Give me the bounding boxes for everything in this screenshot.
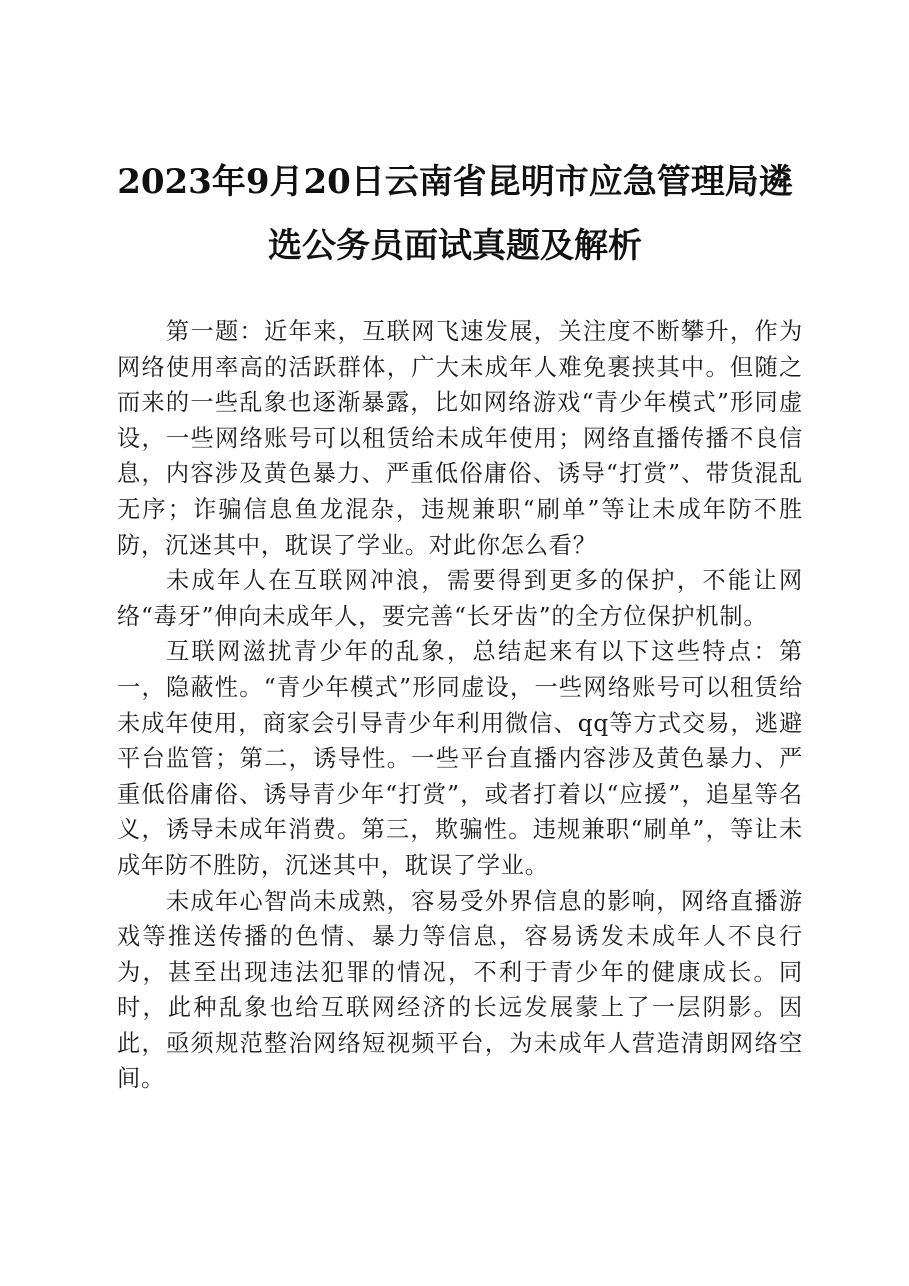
paragraph-answer-intro: 未成年人在互联网冲浪，需要得到更多的保护，不能让网络“毒牙”伸向未成年人，要完善“长牙齿”的全方位保护机制。 [117, 567, 803, 630]
paragraph-characteristics: 互联网滋扰青少年的乱象，总结起来有以下这些特点：第一，隐蔽性。“青少年模式”形同虚设，一些网络账号可以租赁给未成年使用，商家会引导青少年利用微信、qq等方式交易，逃避平台监管；第二，诱导性。一些平台直播内容涉及黄色暴力、严重低俗庸俗、诱导青少年“打赏”，或者打着以“应援”，追星等名义，诱导未成年消费。第三，欺骗性。违规兼职“刷单”，等让未成年防不胜防，沉迷其中，耽误了学业。 [117, 638, 803, 879]
document-body [117, 314, 803, 1097]
document-title-line-1: 2023年9月20日云南省昆明市应急管理局遴 [117, 162, 793, 202]
paragraph-harm: 未成年心智尚未成熟，容易受外界信息的影响，网络直播游戏等推送传播的色情、暴力等信息，容易诱发未成年人不良行为，甚至出现违法犯罪的情况，不利于青少年的健康成长。同时，此种乱象也给互联网经济的长远发展蒙上了一层阴影。因此，亟须规范整治网络短视频平台，为未成年人营造清朗网络空间。 [117, 887, 803, 1093]
document-title-line-2: 选公务员面试真题及解析 [268, 226, 642, 266]
paragraph-question: 第一题：近年来，互联网飞速发展，关注度不断攀升，作为网络使用率高的活跃群体，广大未成年人难免裹挟其中。但随之而来的一些乱象也逐渐暴露，比如网络游戏“青少年模式”形同虚设，一些网络账号可以租赁给未成年使用；网络直播传播不良信息，内容涉及黄色暴力、严重低俗庸俗、诱导“打赏”、带货混乱无序；诈骗信息鱼龙混杂，违规兼职“刷单”等让未成年防不胜防，沉迷其中，耽误了学业。对此你怎么看？ [117, 318, 803, 559]
